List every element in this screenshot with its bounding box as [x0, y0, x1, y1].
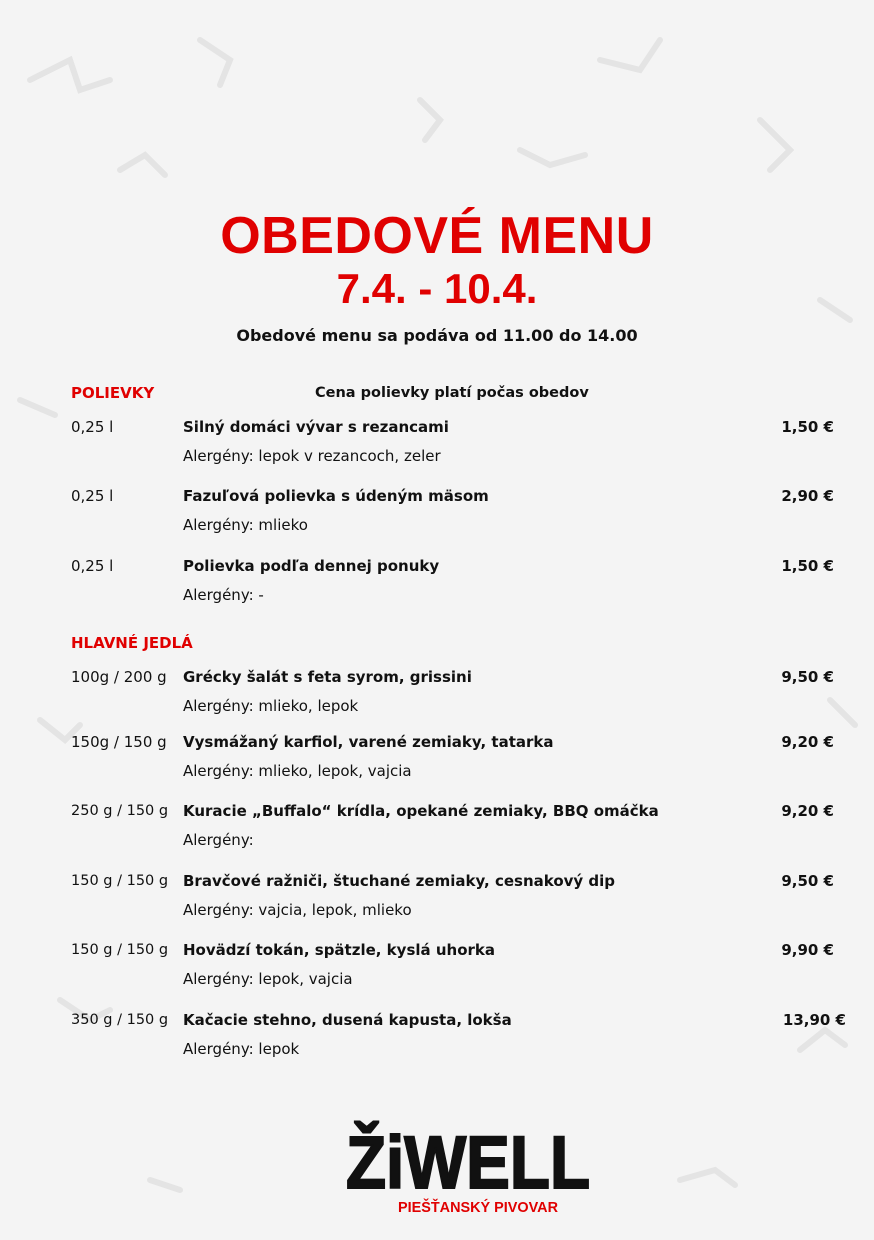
item-allergens: Alergény: mlieko, lepok, vajcia	[183, 762, 412, 780]
item-name: Fazuľová polievka s údeným mäsom	[183, 487, 489, 505]
item-allergens: Alergény: vajcia, lepok, mlieko	[183, 901, 412, 919]
item-name: Hovädzí tokán, spätzle, kyslá uhorka	[183, 941, 496, 959]
menu-dates: 7.4. - 10.4.	[336, 265, 538, 312]
item-price: 9,20 €	[781, 733, 834, 751]
menu-title: OBEDOVÉ MENU	[220, 207, 654, 265]
item-allergens: Alergény: lepok v rezancoch, zeler	[183, 447, 441, 465]
item-name: Vysmážaný karfiol, varené zemiaky, tatarka	[183, 733, 554, 751]
item-price: 1,50 €	[781, 557, 834, 575]
logo-tagline: PIEŠŤANSKÝ PIVOVAR	[398, 1199, 565, 1216]
section-soups-note: Cena polievky platí počas obedov	[315, 385, 589, 401]
item-price: 9,50 €	[781, 872, 834, 890]
ziwell-logo	[340, 1110, 600, 1220]
item-name: Kačacie stehno, dusená kapusta, lokša	[183, 1011, 512, 1029]
menu-item-main-4	[0, 870, 874, 926]
item-price: 1,50 €	[781, 418, 834, 436]
item-name: Grécky šalát s feta syrom, grissini	[183, 668, 472, 686]
item-quantity: 150g / 150 g	[71, 733, 167, 751]
item-quantity: 0,25 l	[71, 487, 114, 505]
item-name: Silný domáci vývar s rezancami	[183, 418, 449, 436]
item-quantity: 0,25 l	[71, 418, 114, 436]
item-price: 2,90 €	[781, 487, 834, 505]
item-allergens: Alergény: -	[183, 586, 264, 604]
item-name: Kuracie „Buffalo“ krídla, opekané zemiaky, BBQ omáčka	[183, 802, 659, 820]
item-allergens: Alergény: mlieko, lepok	[183, 697, 359, 715]
menu-item-soup-2	[0, 485, 874, 541]
menu-item-main-2	[0, 731, 874, 787]
item-name: Polievka podľa dennej ponuky	[183, 557, 440, 575]
item-price: 9,90 €	[781, 941, 834, 959]
logo-wordmark: ŽiWELL	[346, 1121, 590, 1204]
section-soups-label: POLIEVKY	[71, 384, 155, 402]
item-allergens: Alergény: lepok, vajcia	[183, 970, 353, 988]
item-allergens: Alergény: mlieko	[183, 516, 308, 534]
item-allergens: Alergény:	[183, 831, 254, 849]
item-name: Bravčové ražniči, štuchané zemiaky, cesnakový dip	[183, 872, 616, 890]
item-quantity: 100g / 200 g	[71, 668, 167, 686]
item-allergens: Alergény: lepok	[183, 1040, 300, 1058]
item-price: 9,20 €	[781, 802, 834, 820]
menu-item-soup-3	[0, 555, 874, 611]
item-quantity: 0,25 l	[71, 557, 114, 575]
menu-item-main-6	[0, 1009, 874, 1065]
item-quantity: 150 g / 150 g	[71, 942, 169, 958]
serving-hours: Obedové menu sa podáva od 11.00 do 14.00	[236, 326, 638, 345]
item-quantity: 350 g / 150 g	[71, 1012, 169, 1028]
item-price: 9,50 €	[781, 668, 834, 686]
item-price: 13,90 €	[782, 1011, 846, 1029]
menu-item-soup-1	[0, 416, 874, 472]
item-quantity: 250 g / 150 g	[71, 803, 169, 819]
item-quantity: 150 g / 150 g	[71, 873, 169, 889]
menu-item-main-3	[0, 800, 874, 856]
menu-item-main-1	[0, 666, 874, 722]
menu-item-main-5	[0, 939, 874, 995]
section-mains-label: HLAVNÉ JEDLÁ	[71, 634, 193, 652]
